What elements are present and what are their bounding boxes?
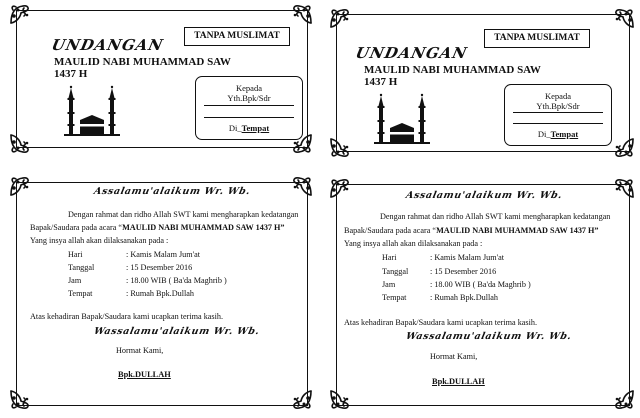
- signer-name: Bpk.DULLAH: [118, 370, 171, 379]
- corner-ornament-icon: [290, 2, 314, 26]
- corner-ornament-icon: [290, 388, 314, 412]
- detail-label: Tanggal: [68, 263, 95, 272]
- address-line: [513, 123, 603, 124]
- detail-value: : 18.00 WIB ( Ba'da Maghrib ): [430, 280, 531, 289]
- greeting: Assalamu'alaikum Wr. Wb.: [404, 190, 564, 201]
- greeting: Assalamu'alaikum Wr. Wb.: [92, 186, 252, 197]
- invitation-heading: UNDANGAN: [354, 44, 470, 62]
- regards: Hormat Kami,: [116, 346, 164, 355]
- event-title-line2: 1437 H: [364, 76, 398, 88]
- corner-ornament-icon: [8, 2, 32, 26]
- opening-line-1: Dengan rahmat dan ridho Allah SWT kami mengharapkan kedatangan: [68, 210, 299, 219]
- opening-line-2: [344, 226, 599, 235]
- corner-ornament-icon: [612, 388, 636, 412]
- address-kepada: Kepada: [545, 91, 571, 101]
- invitation-heading: UNDANGAN: [50, 36, 166, 54]
- corner-ornament-icon: [290, 174, 314, 198]
- corner-ornament-icon: [612, 136, 636, 160]
- regards: Hormat Kami,: [430, 352, 478, 361]
- detail-label: Tempat: [382, 293, 407, 302]
- detail-value: : Rumah Bpk.Dullah: [126, 289, 194, 298]
- detail-label: Jam: [68, 276, 82, 285]
- closing-line: Atas kehadiran Bapak/Saudara kami ucapkan terima kasih.: [30, 312, 224, 321]
- address-recipient: Yth.Bpk/Sdr: [227, 93, 271, 103]
- detail-label: Hari: [382, 253, 397, 262]
- address-place-prefix: Di: [228, 123, 238, 133]
- event-title-line2: 1437 H: [54, 68, 88, 80]
- corner-ornament-icon: [328, 6, 352, 30]
- farewell: Wassalamu'alaikum Wr. Wb.: [404, 331, 573, 342]
- detail-label: Jam: [382, 280, 396, 289]
- address-place: Di_Tempat: [228, 123, 270, 133]
- address-line: [513, 112, 603, 113]
- opening-line-3: Yang insya allah akan dilaksanakan pada :: [30, 236, 169, 245]
- address-box: [195, 76, 303, 140]
- detail-value: : Kamis Malam Jum'at: [126, 250, 201, 259]
- address-recipient: Yth.Bpk/Sdr: [536, 101, 580, 111]
- opening-line-1: Dengan rahmat dan ridho Allah SWT kami mengharapkan kedatangan: [380, 212, 611, 221]
- opening-line-3: Yang insya allah akan dilaksanakan pada :: [344, 239, 483, 248]
- detail-value: : Kamis Malam Jum'at: [430, 253, 505, 262]
- address-kepada: Kepada: [236, 83, 262, 93]
- address-place-prefix: Di: [537, 129, 547, 139]
- closing-line: Atas kehadiran Bapak/Saudara kami ucapkan terima kasih.: [344, 318, 538, 327]
- mosque-icon: [60, 84, 126, 136]
- address-line: [204, 105, 294, 106]
- letter-card-left: [8, 174, 314, 414]
- address-box: [504, 84, 612, 146]
- address-place-name: Tempat: [550, 129, 579, 139]
- event-name: MAULID NABI MUHAMMAD SAW 1437 H”: [122, 223, 285, 232]
- detail-label: Tempat: [68, 289, 93, 298]
- farewell: Wassalamu'alaikum Wr. Wb.: [92, 326, 261, 337]
- cover-card-right: [328, 4, 638, 164]
- opening-line-2: [30, 223, 285, 232]
- detail-value: : 15 Desember 2016: [430, 267, 497, 276]
- address-place: Di_Tempat: [537, 129, 579, 139]
- detail-label: Hari: [68, 250, 83, 259]
- no-muslimat-badge: TANPA MUSLIMAT: [184, 27, 290, 46]
- detail-value: : Rumah Bpk.Dullah: [430, 293, 498, 302]
- address-line: [204, 117, 294, 118]
- opening-line-2-text: Bapak/Saudara pada acara “: [344, 226, 437, 235]
- corner-ornament-icon: [8, 132, 32, 156]
- corner-ornament-icon: [328, 136, 352, 160]
- opening-line-2-text: Bapak/Saudara pada acara “: [30, 223, 123, 232]
- mosque-icon: [370, 92, 436, 144]
- cover-card-left: [8, 0, 314, 160]
- detail-value: : 18.00 WIB ( Ba'da Maghrib ): [126, 276, 227, 285]
- corner-ornament-icon: [328, 176, 352, 200]
- address-place-name: Tempat: [241, 123, 270, 133]
- signer-name: Bpk.DULLAH: [432, 377, 485, 386]
- event-title-line1: MAULID NABI MUHAMMAD SAW: [54, 56, 231, 68]
- letter-card-right: [328, 176, 638, 414]
- detail-value: : 15 Desember 2016: [126, 263, 193, 272]
- corner-ornament-icon: [612, 176, 636, 200]
- corner-ornament-icon: [8, 174, 32, 198]
- corner-ornament-icon: [612, 6, 636, 30]
- corner-ornament-icon: [328, 388, 352, 412]
- no-muslimat-badge: TANPA MUSLIMAT: [484, 29, 590, 48]
- detail-label: Tanggal: [382, 267, 409, 276]
- event-title-line1: MAULID NABI MUHAMMAD SAW: [364, 64, 541, 76]
- corner-ornament-icon: [8, 388, 32, 412]
- event-name: MAULID NABI MUHAMMAD SAW 1437 H”: [436, 226, 599, 235]
